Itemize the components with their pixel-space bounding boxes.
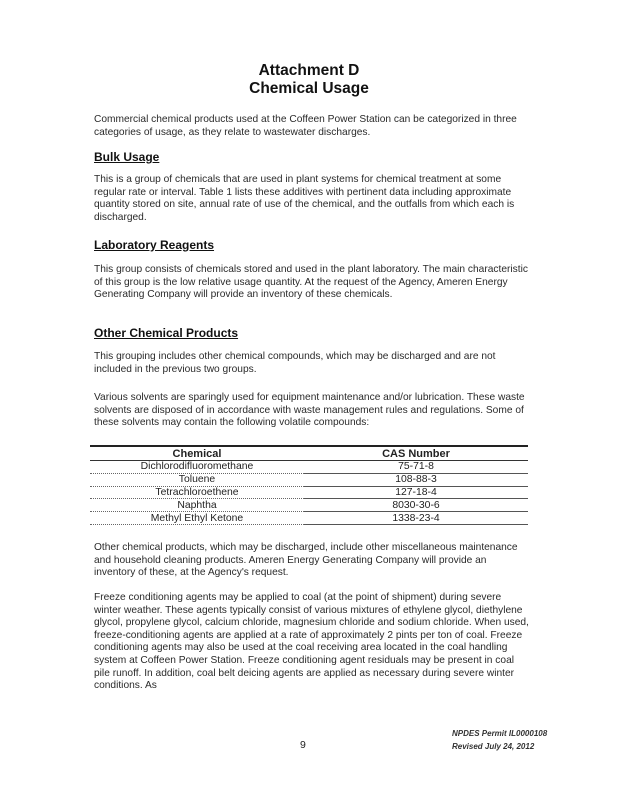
chemical-cell: Dichlorodifluoromethane: [90, 461, 304, 474]
maintenance-products-paragraph: Other chemical products, which may be discharged, include other miscellaneous maintenance and household cleaning products. Ameren Energy Generating Company will provide an inventory of these, at the Agency's request.: [94, 542, 518, 579]
cas-cell: 108-88-3: [304, 473, 528, 486]
permit-number: NPDES Permit IL0000108: [452, 729, 548, 738]
freeze-conditioning-paragraph: Freeze conditioning agents may be applied to coal (at the point of shipment) during severe winter weather. These agents typically consist of various mixtures of ethylene glycol, diethylene glycol, propylene glycol, calcium chloride, magnesium chloride and sodium chloride. When used, freeze-conditioning agents are applied at a rate of approximately 2 pints per ton of coal. Freeze conditioning agents may also be used at the coal receiving area located in the coal handling system at Coffeen Power Station. Freeze conditioning agent residuals may be present in coal pile runoff. In addition, coal belt deicing agents are applied as necessary during severe winter conditions. As: [94, 592, 529, 692]
laboratory-reagents-paragraph: This group consists of chemicals stored and used in the plant laboratory. The main characteristic of this group is the low relative usage quantity. At the request of the Agency, Ameren Energy Generating Company will provide an inventory of these chemicals.: [94, 264, 528, 301]
table-row: [90, 499, 528, 512]
attachment-label: Attachment D: [258, 62, 360, 79]
revision-date: Revised July 24, 2012: [452, 742, 535, 751]
bulk-usage-heading: Bulk Usage: [94, 150, 160, 164]
solvents-paragraph: Various solvents are sparingly used for equipment maintenance and/or lubrication. These waste solvents are disposed of in accordance with waste management rules and regulations. Some of these solvents may contain the following volatile compounds:: [94, 392, 525, 429]
cas-cell: 75-71-8: [304, 461, 528, 474]
cas-cell: 8030-30-6: [304, 499, 528, 512]
chemical-column-header: Chemical: [90, 446, 304, 461]
page-number: 9: [300, 739, 306, 751]
chemical-cell: Toluene: [90, 473, 304, 486]
table-row: [90, 461, 528, 474]
chemical-cell: Methyl Ethyl Ketone: [90, 512, 304, 525]
other-chemical-products-heading: Other Chemical Products: [94, 326, 239, 340]
cas-cell: 1338-23-4: [304, 512, 528, 525]
bulk-usage-paragraph: This is a group of chemicals that are used in plant systems for chemical treatment at some regular rate or interval. Table 1 lists these additives with pertinent data including approximate quantity stored on site, annual rate of use of the chemical, and the outfalls from which each is discharged.: [94, 174, 515, 223]
chemical-cell: Tetrachloroethene: [90, 486, 304, 499]
table-row: [90, 473, 528, 486]
cas-column-header: CAS Number: [304, 446, 528, 461]
table-row: [90, 486, 528, 499]
page-title: Chemical Usage: [249, 80, 369, 97]
cas-cell: 127-18-4: [304, 486, 528, 499]
other-products-paragraph: This grouping includes other chemical compounds, which may be discharged and are not included in the previous two groups.: [94, 351, 496, 375]
volatile-compounds-table: [90, 445, 528, 525]
table-header-row: [90, 446, 528, 461]
table-row: [90, 512, 528, 525]
chemical-cell: Naphtha: [90, 499, 304, 512]
laboratory-reagents-heading: Laboratory Reagents: [94, 238, 215, 252]
intro-paragraph: Commercial chemical products used at the Coffeen Power Station can be categorized in three categories of usage, as they relate to wastewater discharges.: [94, 114, 517, 138]
